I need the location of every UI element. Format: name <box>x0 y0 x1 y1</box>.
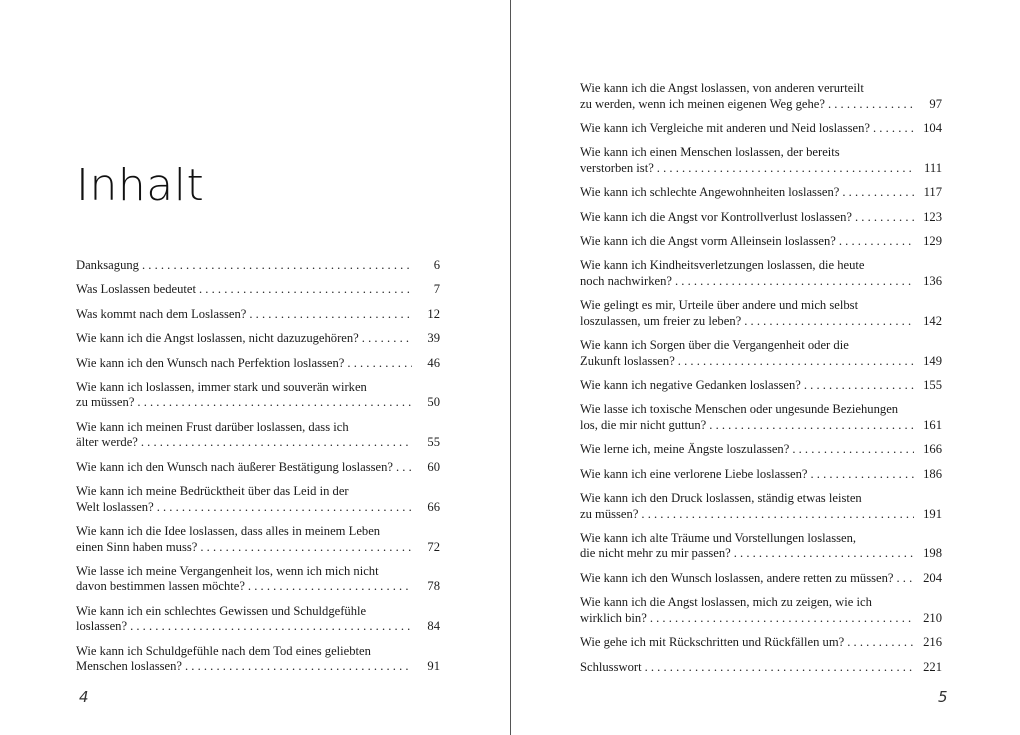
toc-entry-line <box>580 274 942 290</box>
dot-leader <box>347 356 412 372</box>
toc-entry[interactable] <box>76 258 440 274</box>
toc-entry-line <box>76 564 440 580</box>
dot-leader <box>396 460 412 476</box>
toc-entry[interactable] <box>76 331 440 347</box>
toc-entry-title: Wie kann ich die Angst loslassen, von anderen verurteilt <box>580 81 864 95</box>
dot-leader <box>744 314 914 330</box>
toc-entry[interactable] <box>580 121 942 137</box>
toc-entry-page: 55 <box>427 435 440 450</box>
toc-entry-title: Wie kann ich den Wunsch nach Perfektion loslassen? <box>76 355 345 370</box>
toc-entry-page: 104 <box>923 120 942 135</box>
toc-entry-page: 123 <box>923 209 942 224</box>
toc-entry-line <box>76 540 440 556</box>
dot-leader <box>645 660 914 676</box>
toc-entry[interactable] <box>580 210 942 226</box>
toc-entry-line <box>580 145 942 161</box>
toc-entry-title: zu werden, wenn ich meinen eigenen Weg gehe? <box>580 96 825 111</box>
toc-entry[interactable] <box>76 524 440 555</box>
toc-entry-title: Wie kann ich negative Gedanken loslassen? <box>580 378 801 393</box>
toc-entry-title: Wie kann ich die Angst loslassen, nicht dazuzugehören? <box>76 331 359 346</box>
toc-entry[interactable] <box>76 604 440 635</box>
toc-entry-line <box>76 524 440 540</box>
toc-entry-title: Wie lasse ich meine Vergangenheit los, wenn ich mich nicht <box>76 563 379 578</box>
toc-entry-line <box>580 546 942 562</box>
toc-entry-title: Schlusswort <box>580 659 642 674</box>
toc-entry-title: Wie kann ich den Druck loslassen, ständig etwas leisten <box>580 491 862 506</box>
toc-entry-title: zu müssen? <box>76 395 135 410</box>
page-title: Inhalt <box>76 160 205 211</box>
toc-entry[interactable] <box>76 564 440 595</box>
toc-entry-title: Wie kann ich die Angst vorm Alleinsein loslassen? <box>580 233 836 248</box>
toc-entry-line <box>580 185 942 201</box>
toc-entry[interactable] <box>76 484 440 515</box>
toc-entry[interactable] <box>76 644 440 675</box>
toc-entry-title: Wie kann ich den Wunsch loslassen, andere retten zu müssen? <box>580 570 894 585</box>
toc-entry[interactable] <box>76 420 440 451</box>
toc-entry-line <box>580 210 942 226</box>
toc-entry-page: 7 <box>433 282 440 297</box>
toc-entry-line <box>76 619 440 635</box>
toc-entry-page: 50 <box>427 395 440 410</box>
toc-entry-title: Wie gelingt es mir, Urteile über andere und mich selbst <box>580 298 859 313</box>
toc-entry-line <box>580 97 942 113</box>
toc-entry[interactable] <box>580 595 942 626</box>
toc-entry[interactable] <box>580 81 942 112</box>
toc-entry-page: 149 <box>923 353 942 368</box>
toc-entry[interactable] <box>580 234 942 250</box>
dot-leader <box>810 467 914 483</box>
dot-leader <box>248 579 412 595</box>
page-number: 5 <box>938 688 948 706</box>
dot-leader <box>855 210 914 226</box>
toc-entry-title: wirklich bin? <box>580 610 647 625</box>
toc-entry-title: Menschen loslassen? <box>76 659 182 674</box>
toc-entry-line <box>76 356 440 372</box>
toc-entry-title: los, die mir nicht guttun? <box>580 417 707 432</box>
dot-leader <box>130 619 412 635</box>
toc-entry-line <box>580 298 942 314</box>
toc-entry[interactable] <box>76 307 440 323</box>
dot-leader <box>362 331 412 347</box>
toc-entry[interactable] <box>580 467 942 483</box>
toc-entry[interactable] <box>580 298 942 329</box>
right-page <box>511 0 1020 735</box>
toc-entry-title: Wie kann ich meine Bedrücktheit über das Leid in der <box>76 484 349 499</box>
toc-entry-page: 60 <box>427 459 440 474</box>
toc-entry-title: Wie kann ich meinen Frust darüber loslassen, dass ich <box>76 419 349 434</box>
dot-leader <box>641 507 914 523</box>
toc-entry-line <box>580 595 942 611</box>
toc-entry-line <box>580 571 942 587</box>
toc-entry-line <box>580 81 942 97</box>
toc-entry[interactable] <box>580 491 942 522</box>
toc-entry-title: Wie kann ich eine verlorene Liebe loslassen? <box>580 466 808 481</box>
toc-entry-page: 117 <box>923 185 942 200</box>
toc-entry-line <box>580 258 942 274</box>
toc-entry-line <box>580 234 942 250</box>
toc-entry[interactable] <box>580 185 942 201</box>
toc-entry-title: Wie kann ich Vergleiche mit anderen und Neid loslassen? <box>580 120 870 135</box>
toc-entry-page: 210 <box>923 610 942 625</box>
dot-leader <box>200 540 412 556</box>
toc-entry-page: 6 <box>433 258 440 272</box>
toc-entry-title: Wie kann ich die Idee loslassen, dass alles in meinem Leben <box>76 524 381 539</box>
toc-entry-title: davon bestimmen lassen möchte? <box>76 579 245 594</box>
toc-entry-title: Wie kann ich ein schlechtes Gewissen und Schuldgefühle <box>76 603 367 618</box>
toc-entry-line <box>76 258 440 274</box>
page-number: 4 <box>79 688 89 706</box>
toc-entry-line <box>580 611 942 627</box>
dot-leader <box>734 546 914 562</box>
toc-entry-line <box>76 500 440 516</box>
toc-entry-line <box>580 354 942 370</box>
dot-leader <box>847 635 914 651</box>
toc-entry-title: Danksagung <box>76 258 139 272</box>
toc-entry-page: 129 <box>923 233 942 248</box>
toc-entry-title: Was Loslassen bedeutet <box>76 282 196 297</box>
dot-leader <box>249 307 412 323</box>
toc-entry-line <box>580 161 942 177</box>
toc-entry-title: Wie kann ich Schuldgefühle nach dem Tod eines geliebten <box>76 643 371 658</box>
dot-leader <box>185 659 412 675</box>
toc-entry[interactable] <box>580 402 942 433</box>
dot-leader <box>657 161 914 177</box>
dot-leader <box>709 418 914 434</box>
toc-entry-title: Wie lasse ich toxische Menschen oder ungesunde Beziehungen <box>580 402 899 417</box>
toc-entry-line <box>76 395 440 411</box>
toc-entry-line <box>580 467 942 483</box>
toc-entry-page: 78 <box>427 579 440 594</box>
toc-entry-line <box>76 307 440 323</box>
toc-entry-line <box>580 491 942 507</box>
toc-entry-page: 155 <box>923 378 942 393</box>
toc-entry-page: 204 <box>923 570 942 585</box>
toc-entry-title: Welt loslassen? <box>76 499 154 514</box>
toc-entry-line <box>76 659 440 675</box>
toc-entry-title: Wie kann ich einen Menschen loslassen, der bereits <box>580 145 840 160</box>
toc-entry-line <box>76 282 440 298</box>
toc-entry-page: 66 <box>427 499 440 514</box>
toc-entry-page: 111 <box>924 160 942 175</box>
dot-leader <box>839 234 914 250</box>
dot-leader <box>199 282 412 298</box>
toc-entry-title: Wie kann ich schlechte Angewohnheiten loslassen? <box>580 185 840 200</box>
toc-entry-line <box>580 338 942 354</box>
toc-entry-title: Wie kann ich die Angst vor Kontrollverlust loslassen? <box>580 209 852 224</box>
toc-entry[interactable] <box>580 531 942 562</box>
toc-entry[interactable] <box>580 660 942 676</box>
toc-entry[interactable] <box>76 460 440 476</box>
dot-leader <box>842 185 914 201</box>
toc-entry-page: 39 <box>427 331 440 346</box>
toc-entry-line <box>76 435 440 451</box>
toc-entry-line <box>580 402 942 418</box>
toc-entry-line <box>76 331 440 347</box>
toc-entry-page: 191 <box>923 506 942 521</box>
dot-leader <box>142 258 412 274</box>
dot-leader <box>804 378 914 394</box>
toc-entry[interactable] <box>76 356 440 372</box>
toc-entry-title: zu müssen? <box>580 506 639 521</box>
toc-entry-page: 91 <box>427 659 440 674</box>
toc-entry-page: 198 <box>923 546 942 561</box>
toc-entry-line <box>76 579 440 595</box>
dot-leader <box>157 500 412 516</box>
toc-entry[interactable] <box>76 380 440 411</box>
toc-entry-title: Zukunft loslassen? <box>580 353 675 368</box>
toc-entry-title: Wie kann ich Kindheitsverletzungen loslassen, die heute <box>580 258 865 273</box>
dot-leader <box>828 97 914 113</box>
toc-entry-page: 216 <box>923 635 942 650</box>
toc-entry[interactable] <box>580 378 942 394</box>
toc-entry-page: 84 <box>427 619 440 634</box>
toc-entry-line <box>76 420 440 436</box>
toc-entry[interactable] <box>580 442 942 458</box>
toc-entry-title: die nicht mehr zu mir passen? <box>580 546 731 561</box>
toc-entry[interactable] <box>580 145 942 176</box>
toc-entry-line <box>580 507 942 523</box>
toc-entry[interactable] <box>580 571 942 587</box>
toc-list-left <box>76 258 440 684</box>
toc-entry-line <box>580 531 942 547</box>
toc-entry-title: loszulassen, um freier zu leben? <box>580 313 742 328</box>
toc-entry-title: Wie kann ich die Angst loslassen, mich zu zeigen, wie ich <box>580 595 872 610</box>
toc-entry[interactable] <box>580 338 942 369</box>
toc-entry-page: 221 <box>923 659 942 674</box>
toc-entry[interactable] <box>580 635 942 651</box>
dot-leader <box>141 435 412 451</box>
toc-entry-title: noch nachwirken? <box>580 273 672 288</box>
dot-leader <box>650 611 914 627</box>
toc-entry-page: 12 <box>427 306 440 321</box>
toc-entry[interactable] <box>76 282 440 298</box>
toc-entry-title: älter werde? <box>76 435 138 450</box>
dot-leader <box>897 571 915 587</box>
toc-entry-title: Wie lerne ich, meine Ängste loszulassen? <box>580 442 790 457</box>
toc-list-right <box>580 81 942 684</box>
toc-entry-page: 186 <box>923 466 942 481</box>
toc-entry-line <box>580 442 942 458</box>
toc-entry-line <box>76 604 440 620</box>
dot-leader <box>137 395 412 411</box>
dot-leader <box>675 274 914 290</box>
toc-entry-line <box>76 460 440 476</box>
toc-entry-title: einen Sinn haben muss? <box>76 539 198 554</box>
toc-entry-page: 136 <box>923 273 942 288</box>
toc-entry-title: Wie kann ich Sorgen über die Vergangenheit oder die <box>580 338 849 353</box>
toc-entry-line <box>76 484 440 500</box>
toc-entry-line <box>76 380 440 396</box>
toc-entry-title: Wie kann ich den Wunsch nach äußerer Bestätigung loslassen? <box>76 459 393 474</box>
toc-entry-page: 166 <box>923 442 942 457</box>
toc-entry-line <box>580 121 942 137</box>
toc-entry-title: Was kommt nach dem Loslassen? <box>76 306 247 321</box>
toc-entry-page: 97 <box>929 96 942 111</box>
toc-entry-page: 72 <box>427 539 440 554</box>
toc-entry-line <box>76 644 440 660</box>
toc-entry[interactable] <box>580 258 942 289</box>
dot-leader <box>792 442 914 458</box>
toc-entry-line <box>580 378 942 394</box>
toc-entry-page: 142 <box>923 313 942 328</box>
toc-entry-page: 161 <box>923 417 942 432</box>
toc-entry-line <box>580 635 942 651</box>
toc-entry-line <box>580 660 942 676</box>
toc-entry-title: Wie kann ich alte Träume und Vorstellungen loslassen, <box>580 530 857 545</box>
dot-leader <box>873 121 914 137</box>
toc-entry-title: Wie kann ich loslassen, immer stark und souverän wirken <box>76 379 367 394</box>
dot-leader <box>678 354 914 370</box>
toc-entry-line <box>580 418 942 434</box>
toc-entry-line <box>580 314 942 330</box>
toc-entry-title: loslassen? <box>76 619 128 634</box>
toc-entry-title: Wie gehe ich mit Rückschritten und Rückfällen um? <box>580 635 845 650</box>
toc-entry-title: verstorben ist? <box>580 160 654 175</box>
toc-entry-page: 46 <box>427 355 440 370</box>
